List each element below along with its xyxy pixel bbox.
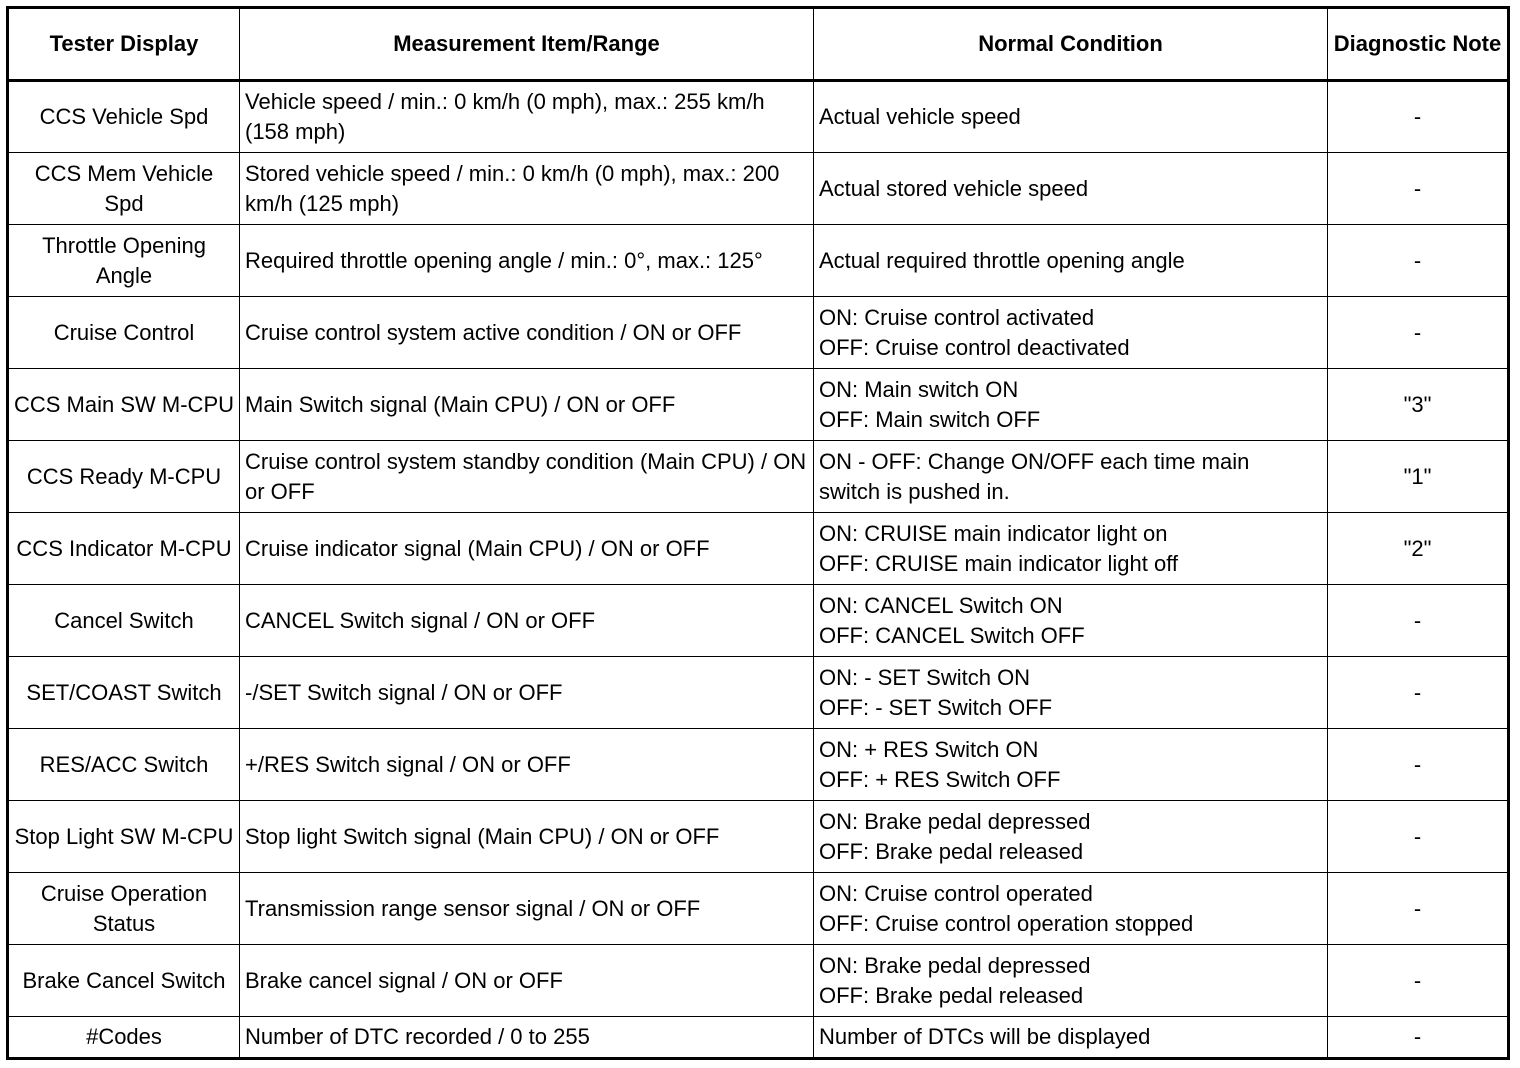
tester-display-cell: CCS Main SW M-CPU (8, 369, 240, 441)
header-row (8, 8, 1509, 81)
measurement-item-cell: Number of DTC recorded / 0 to 255 (240, 1017, 814, 1059)
tester-display-cell: Cancel Switch (8, 585, 240, 657)
tester-display-cell: Cruise Operation Status (8, 873, 240, 945)
normal-condition-line: OFF: + RES Switch OFF (819, 766, 1061, 792)
diagnostic-note-cell: "1" (1328, 441, 1509, 513)
normal-condition-line: OFF: Main switch OFF (819, 406, 1041, 432)
normal-condition-line: ON: - SET Switch ON (819, 664, 1031, 690)
measurement-item-cell: Brake cancel signal / ON or OFF (240, 945, 814, 1017)
data-list-table-container (6, 6, 1510, 1060)
table-row (8, 513, 1509, 585)
diagnostic-note-cell: - (1328, 729, 1509, 801)
normal-condition-line: OFF: Cruise control operation stopped (819, 910, 1194, 936)
normal-condition-cell (814, 369, 1328, 441)
diagnostic-note-cell: - (1328, 153, 1509, 225)
measurement-item-cell: Transmission range sensor signal / ON or OFF (240, 873, 814, 945)
tester-display-cell: CCS Vehicle Spd (8, 81, 240, 153)
table-row (8, 585, 1509, 657)
normal-condition-line: ON: Cruise control activated (819, 304, 1095, 330)
measurement-item-cell: CANCEL Switch signal / ON or OFF (240, 585, 814, 657)
measurement-item-cell: Main Switch signal (Main CPU) / ON or OFF (240, 369, 814, 441)
table-row (8, 729, 1509, 801)
normal-condition-line: Actual required throttle opening angle (819, 247, 1185, 273)
diagnostic-note-cell: - (1328, 225, 1509, 297)
measurement-item-cell: Cruise control system active condition / ON or OFF (240, 297, 814, 369)
normal-condition-line: OFF: CANCEL Switch OFF (819, 622, 1085, 648)
header-normal-condition: Normal Condition (814, 8, 1328, 81)
tester-display-cell: Cruise Control (8, 297, 240, 369)
normal-condition-line: OFF: - SET Switch OFF (819, 694, 1053, 720)
normal-condition-line: ON: Brake pedal depressed (819, 808, 1091, 834)
table-body (8, 81, 1509, 1059)
diagnostic-note-cell: "3" (1328, 369, 1509, 441)
normal-condition-cell (814, 441, 1328, 513)
table-header (8, 8, 1509, 81)
measurement-item-cell: Cruise control system standby condition (Main CPU) / ON or OFF (240, 441, 814, 513)
diagnostic-note-cell: - (1328, 945, 1509, 1017)
normal-condition-line: Number of DTCs will be displayed (819, 1024, 1151, 1049)
table-row (8, 153, 1509, 225)
tester-display-cell: CCS Ready M-CPU (8, 441, 240, 513)
diagnostic-note-cell: - (1328, 873, 1509, 945)
normal-condition-line: ON: CRUISE main indicator light on (819, 520, 1168, 546)
normal-condition-line: OFF: Brake pedal released (819, 982, 1084, 1008)
normal-condition-line: switch is pushed in. (819, 478, 1010, 504)
tester-display-cell: CCS Mem Vehicle Spd (8, 153, 240, 225)
normal-condition-cell (814, 1017, 1328, 1059)
header-diagnostic-note: Diagnostic Note (1328, 8, 1509, 81)
normal-condition-line: ON: + RES Switch ON (819, 736, 1039, 762)
normal-condition-line: ON: Main switch ON (819, 376, 1019, 402)
normal-condition-cell (814, 873, 1328, 945)
normal-condition-cell (814, 297, 1328, 369)
measurement-item-cell: Vehicle speed / min.: 0 km/h (0 mph), max.: 255 km/h (158 mph) (240, 81, 814, 153)
normal-condition-cell (814, 729, 1328, 801)
diagnostic-note-cell: - (1328, 81, 1509, 153)
normal-condition-cell (814, 81, 1328, 153)
normal-condition-cell (814, 801, 1328, 873)
tester-display-cell: #Codes (8, 1017, 240, 1059)
measurement-item-cell: Stored vehicle speed / min.: 0 km/h (0 mph), max.: 200 km/h (125 mph) (240, 153, 814, 225)
table-row (8, 873, 1509, 945)
tester-display-cell: Stop Light SW M-CPU (8, 801, 240, 873)
table-row (8, 1017, 1509, 1059)
table-row (8, 801, 1509, 873)
diagnostic-note-cell: - (1328, 657, 1509, 729)
table-row (8, 441, 1509, 513)
measurement-item-cell: Cruise indicator signal (Main CPU) / ON or OFF (240, 513, 814, 585)
normal-condition-cell (814, 585, 1328, 657)
header-tester-display: Tester Display (8, 8, 240, 81)
normal-condition-cell (814, 513, 1328, 585)
normal-condition-line: Actual vehicle speed (819, 104, 1021, 129)
table-row (8, 657, 1509, 729)
measurement-item-cell: +/RES Switch signal / ON or OFF (240, 729, 814, 801)
diagnostic-note-cell: - (1328, 585, 1509, 657)
tester-display-cell: RES/ACC Switch (8, 729, 240, 801)
normal-condition-line: OFF: CRUISE main indicator light off (819, 550, 1179, 576)
normal-condition-line: Actual stored vehicle speed (819, 175, 1089, 201)
data-list-table (6, 6, 1510, 1060)
measurement-item-cell: Stop light Switch signal (Main CPU) / ON or OFF (240, 801, 814, 873)
normal-condition-line: ON - OFF: Change ON/OFF each time main (819, 448, 1250, 474)
diagnostic-note-cell: - (1328, 297, 1509, 369)
diagnostic-note-cell: - (1328, 1017, 1509, 1059)
tester-display-cell: Brake Cancel Switch (8, 945, 240, 1017)
diagnostic-note-cell: - (1328, 801, 1509, 873)
tester-display-cell: SET/COAST Switch (8, 657, 240, 729)
tester-display-cell: CCS Indicator M-CPU (8, 513, 240, 585)
measurement-item-cell: -/SET Switch signal / ON or OFF (240, 657, 814, 729)
normal-condition-cell (814, 945, 1328, 1017)
normal-condition-line: ON: Cruise control operated (819, 880, 1093, 906)
header-measurement-item: Measurement Item/Range (240, 8, 814, 81)
tester-display-cell: Throttle Opening Angle (8, 225, 240, 297)
normal-condition-line: ON: CANCEL Switch ON (819, 592, 1063, 618)
normal-condition-line: OFF: Cruise control deactivated (819, 334, 1130, 360)
table-row (8, 81, 1509, 153)
table-row (8, 297, 1509, 369)
table-row (8, 945, 1509, 1017)
normal-condition-line: ON: Brake pedal depressed (819, 952, 1091, 978)
normal-condition-cell (814, 657, 1328, 729)
normal-condition-line: OFF: Brake pedal released (819, 838, 1084, 864)
measurement-item-cell: Required throttle opening angle / min.: 0°, max.: 125° (240, 225, 814, 297)
normal-condition-cell (814, 153, 1328, 225)
table-row (8, 369, 1509, 441)
table-row (8, 225, 1509, 297)
diagnostic-note-cell: "2" (1328, 513, 1509, 585)
normal-condition-cell (814, 225, 1328, 297)
